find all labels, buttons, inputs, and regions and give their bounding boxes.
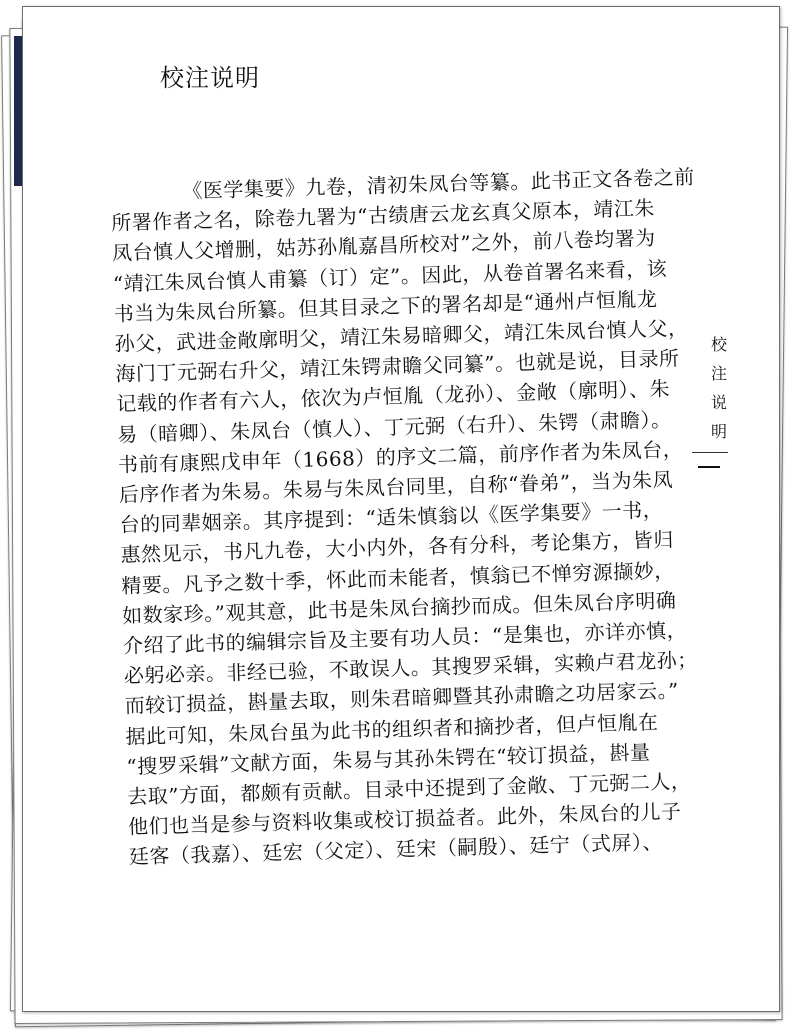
- text-line: 凤台慎人父增删，姑苏孙胤嘉昌所校对”之外，前八卷均署为: [111, 226, 656, 266]
- body-text: [110, 162, 699, 872]
- text-line: 台的同辈姻亲。其序提到：“适朱慎翁以《医学集要》一书，: [119, 497, 664, 538]
- text-line: 后序作者为朱易。朱易与朱凤台同里，自称“眷弟”，当为朱凤: [118, 467, 674, 507]
- text-line: 他们也当是参与资料收集或校订损益者。此外，朱凤台的儿子: [127, 799, 682, 840]
- running-header-char: 注: [710, 364, 727, 383]
- text-line: 而较订损益，斟量去取，则朱君暗卿暨其孙肃瞻之功居家云。”: [124, 678, 680, 719]
- text-line: 记载的作者有六人，依次为卢恒胤（龙孙）、金敞（廓明）、朱: [115, 376, 671, 417]
- text-line: 书前有康熙戊申年（1668）的序文二篇，前序作者为朱凤台，: [117, 436, 684, 477]
- running-header-char: 校: [710, 335, 727, 354]
- text-line: 书当为朱凤台所纂。但其目录之下的署名却是“通州卢恒胤龙: [113, 286, 658, 326]
- text-line: 惠然见示，书凡九卷，大小内外，各有分科，考论集方，皆归: [120, 527, 675, 568]
- page-number: [698, 466, 720, 468]
- page-title: 校注说明: [160, 64, 260, 92]
- text-line: 去取”方面，都颇有贡献。目录中还提到了金敞、丁元弼二人，: [126, 769, 692, 809]
- text-line: “搜罗采辑”文献方面，朱易与其孙朱锷在“较订损益，斟量: [126, 739, 651, 779]
- text-line: 必躬必亲。非经已验，不敢误人。其搜罗采辑，实赖卢君龙孙；: [123, 648, 699, 689]
- text-line: 精要。凡予之数十季，怀此而未能者，慎翁已不惮穷源撷妙，: [121, 558, 676, 598]
- text-line: 海门丁元弼右升父，靖江朱锷肃瞻父同纂”。也就是说，目录所: [115, 346, 680, 387]
- text-line: 据此可知，朱凤台虽为此书的组织者和摘抄者，但卢恒胤在: [125, 709, 659, 749]
- running-header: [708, 330, 730, 446]
- text-line: 如数家珍。”观其意，此书是朱凤台摘抄而成。但朱凤台序明确: [121, 588, 677, 628]
- running-header-char: 说: [710, 393, 727, 412]
- running-header-char: 明: [710, 422, 727, 441]
- text-line: 孙父，武进金敞廓明父，靖江朱易暗卿父，靖江朱凤台慎人父，: [114, 315, 689, 356]
- text-line: 廷客（我嘉）、廷宏（父定）、廷宋（嗣殷）、廷宁（式屏）、: [128, 830, 664, 870]
- text-line: 易（暗卿）、朱凤台（慎人）、丁元弼（右升）、朱锷（肃瞻）。: [116, 407, 672, 447]
- running-header-rule: [692, 452, 728, 453]
- text-line: 所署作者之名，除卷九署为“古绩唐云龙玄真父原本，靖江朱: [110, 196, 656, 236]
- text-line: “靖江朱凤台慎人甫纂（订）定”。因此，从卷首署名来看，该: [112, 256, 668, 296]
- text-line: 介绍了此书的编辑宗旨及主要有功人员：“是集也，亦详亦慎，: [122, 618, 688, 658]
- text-line: 《医学集要》九卷，清初朱凤台等纂。此书正文各卷之前: [182, 164, 696, 203]
